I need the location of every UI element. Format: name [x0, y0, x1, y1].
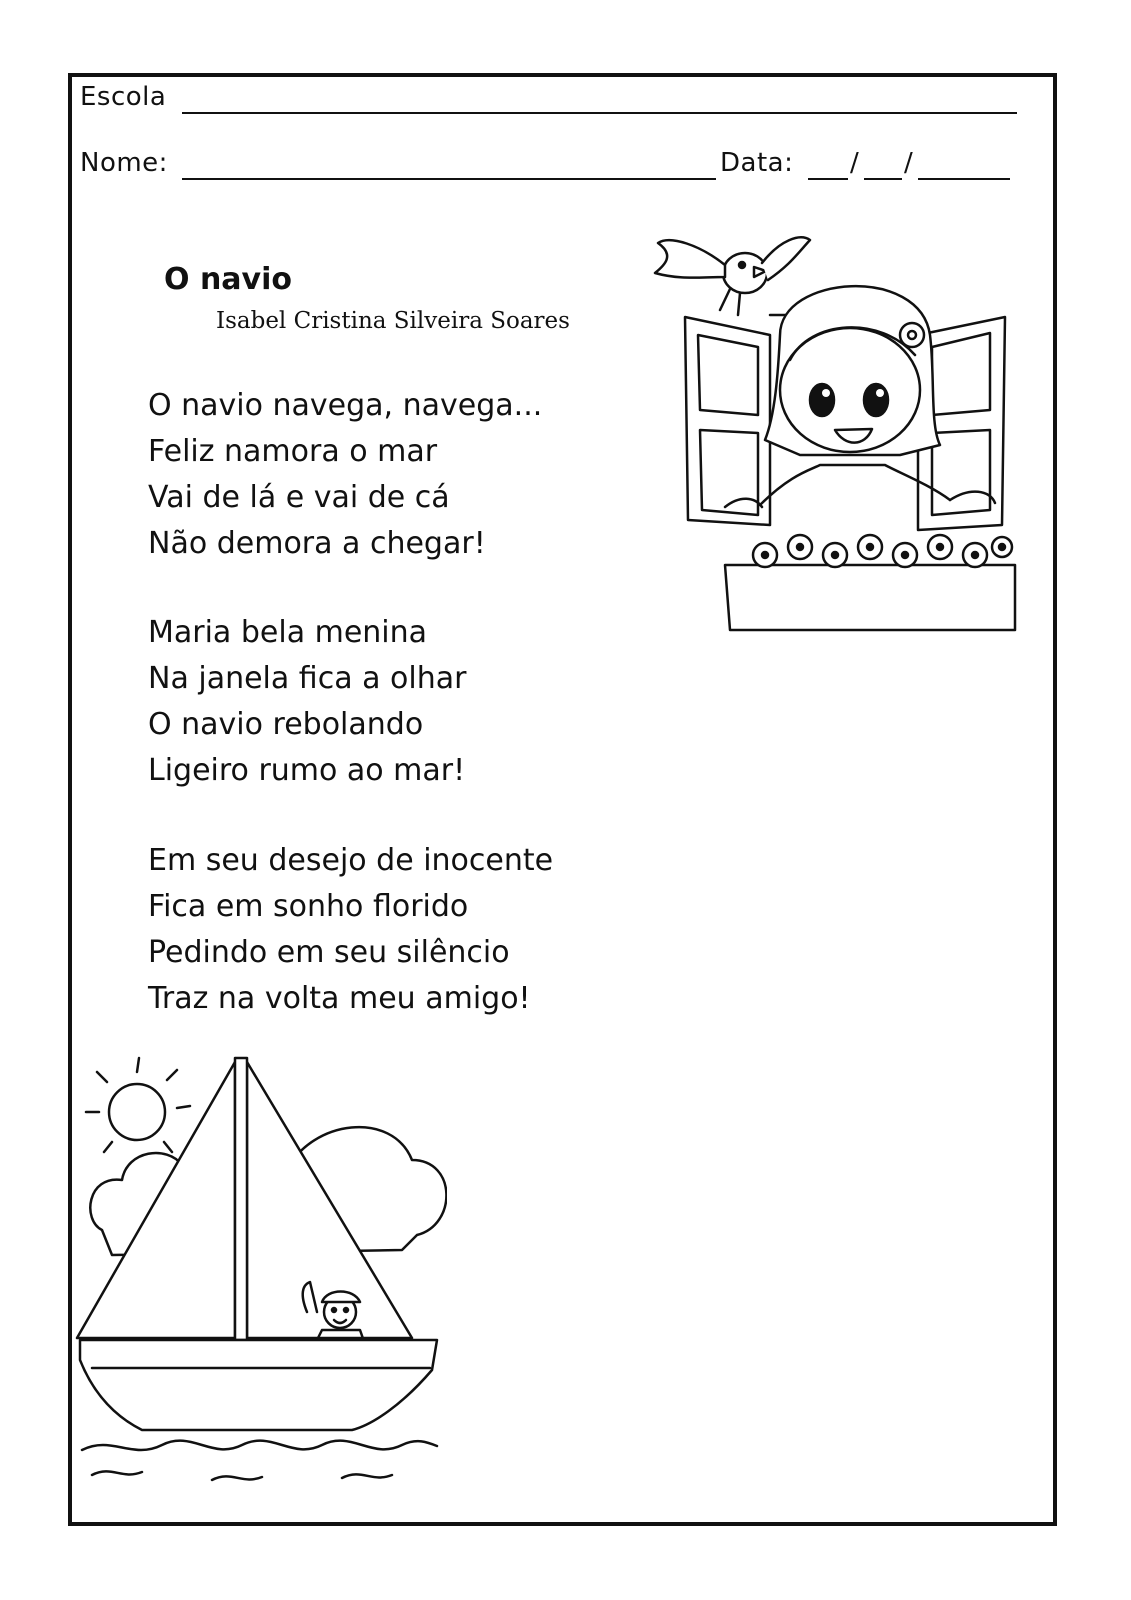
poem-line: Ligeiro rumo ao mar! [148, 753, 466, 788]
date-year-line[interactable] [918, 178, 1010, 180]
sailboat-illustration [72, 1050, 447, 1520]
boat-hull [80, 1340, 437, 1430]
poem-line: O navio rebolando [148, 707, 424, 742]
poem-line: Fica em sonho florido [148, 889, 469, 924]
poem-stanza-3 [148, 838, 553, 1022]
school-label: Escola [80, 82, 167, 112]
name-input-line[interactable] [182, 178, 716, 180]
poem-stanza-1 [148, 383, 542, 567]
name-label: Nome: [80, 148, 168, 178]
flower-box [725, 535, 1015, 630]
bird-icon [655, 237, 810, 315]
poem-line: Em seu desejo de inocente [148, 843, 554, 878]
poem-line: Feliz namora o mar [148, 434, 438, 469]
poem-line: Não demora a chegar! [148, 526, 486, 561]
poem-author: Isabel Cristina Silveira Soares [216, 308, 570, 334]
water-waves [82, 1441, 437, 1480]
poem-line: O navio navega, navega... [148, 388, 543, 423]
sun-icon [86, 1058, 190, 1152]
girl-at-window-illustration [650, 225, 1035, 640]
date-day-line[interactable] [808, 178, 848, 180]
date-separator: / [850, 148, 860, 178]
poem-line: Traz na volta meu amigo! [148, 981, 531, 1016]
school-input-line[interactable] [182, 112, 1017, 114]
poem-line: Vai de lá e vai de cá [148, 480, 450, 515]
poem-line: Na janela fica a olhar [148, 661, 467, 696]
poem-title: O navio [164, 262, 292, 297]
poem-line: Maria bela menina [148, 615, 428, 650]
poem-line: Pedindo em seu silêncio [148, 935, 510, 970]
date-separator: / [904, 148, 914, 178]
date-month-line[interactable] [864, 178, 902, 180]
poem-stanza-2 [148, 610, 466, 794]
date-label: Data: [720, 148, 794, 178]
